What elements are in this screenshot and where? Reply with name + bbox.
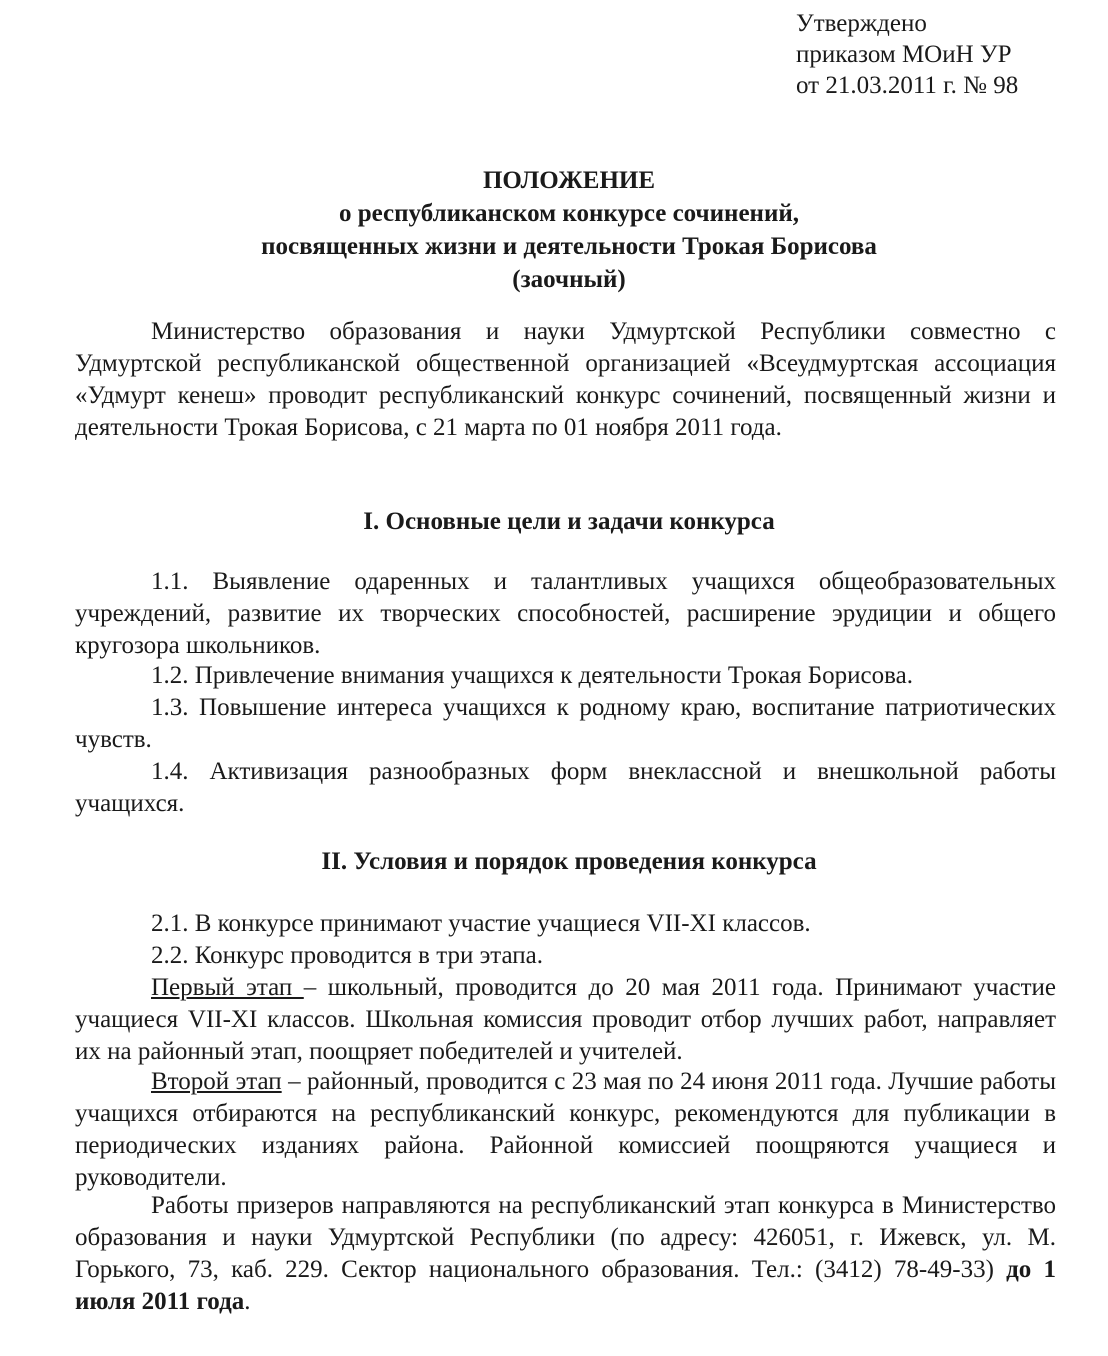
- title-line: посвященных жизни и деятельности Трокая Борисова: [261, 233, 877, 260]
- title-line: ПОЛОЖЕНИЕ: [482, 167, 656, 194]
- list-item: 2.1. В конкурсе принимают участие учащиеся VII-XI классов.: [151, 910, 811, 937]
- approval-line: приказом МОиН УР: [796, 41, 1012, 68]
- title-line: (заочный): [512, 266, 626, 293]
- stage-label: Первый этап: [151, 974, 304, 1001]
- stage-text: – школьный, проводится до 20 мая 2011 года. Принимают участие учащиеся VII-XI классов. Школьная комиссия проводит отбор лучших работ, направляет их на районный этап, поощряет победителей и учителей.: [75, 974, 1056, 1065]
- section-heading: II. Условия и порядок проведения конкурса: [321, 848, 817, 875]
- final-end: .: [244, 1288, 251, 1315]
- list-item: 1.3. Повышение интереса учащихся к родному краю, воспитание патриотических чувств.: [75, 694, 1056, 753]
- stage-label: Второй этап: [151, 1068, 282, 1095]
- final-text: Работы призеров направляются на республиканский этап конкурса в Министерство образования и науки Удмуртской Республики (по адресу: 426051, г. Ижевск, ул. М. Горького, 73, каб. 229. Сектор национального образования. Тел.: (3412) 78-49-33): [75, 1192, 1056, 1283]
- deadline-text: до 1 июля 2011 года: [75, 1256, 1056, 1315]
- approval-stamp: [796, 8, 1018, 101]
- final-paragraph: [75, 1190, 1056, 1318]
- list-item: 2.2. Конкурс проводится в три этапа.: [151, 942, 544, 969]
- stage-paragraph: [75, 972, 1056, 1068]
- title-line: о республиканском конкурсе сочинений,: [338, 200, 800, 227]
- approval-line: от 21.03.2011 г. № 98: [796, 72, 1019, 99]
- document-title: [0, 164, 1108, 296]
- stage-paragraph: [75, 1066, 1056, 1194]
- approval-line: Утверждено: [796, 10, 927, 37]
- list-item: 1.1. Выявление одаренных и талантливых учащихся общеобразовательных учреждений, развитие их творческих способностей, расширение эрудиции и общего кругозора школьников.: [75, 568, 1056, 659]
- list-item: 1.2. Привлечение внимания учащихся к деятельности Трокая Борисова.: [151, 662, 913, 689]
- list-item: 1.4. Активизация разнообразных форм внеклассной и внешкольной работы учащихся.: [75, 758, 1056, 817]
- section-heading: I. Основные цели и задачи конкурса: [363, 508, 775, 535]
- intro-paragraph: Министерство образования и науки Удмуртской Республики совместно с Удмуртской республиканской общественной организацией «Всеудмуртская ассоциация «Удмурт кенеш» проводит республиканский конкурс сочинений, посвященный жизни и деятельности Трокая Борисова, с 21 марта по 01 ноября 2011 года.: [75, 318, 1056, 441]
- stage-text: – районный, проводится с 23 мая по 24 июня 2011 года. Лучшие работы учащихся отбираются на республиканский конкурс, рекомендуются для публикации в периодических изданиях района. Районной комиссией поощряются учащиеся и руководители.: [75, 1068, 1056, 1191]
